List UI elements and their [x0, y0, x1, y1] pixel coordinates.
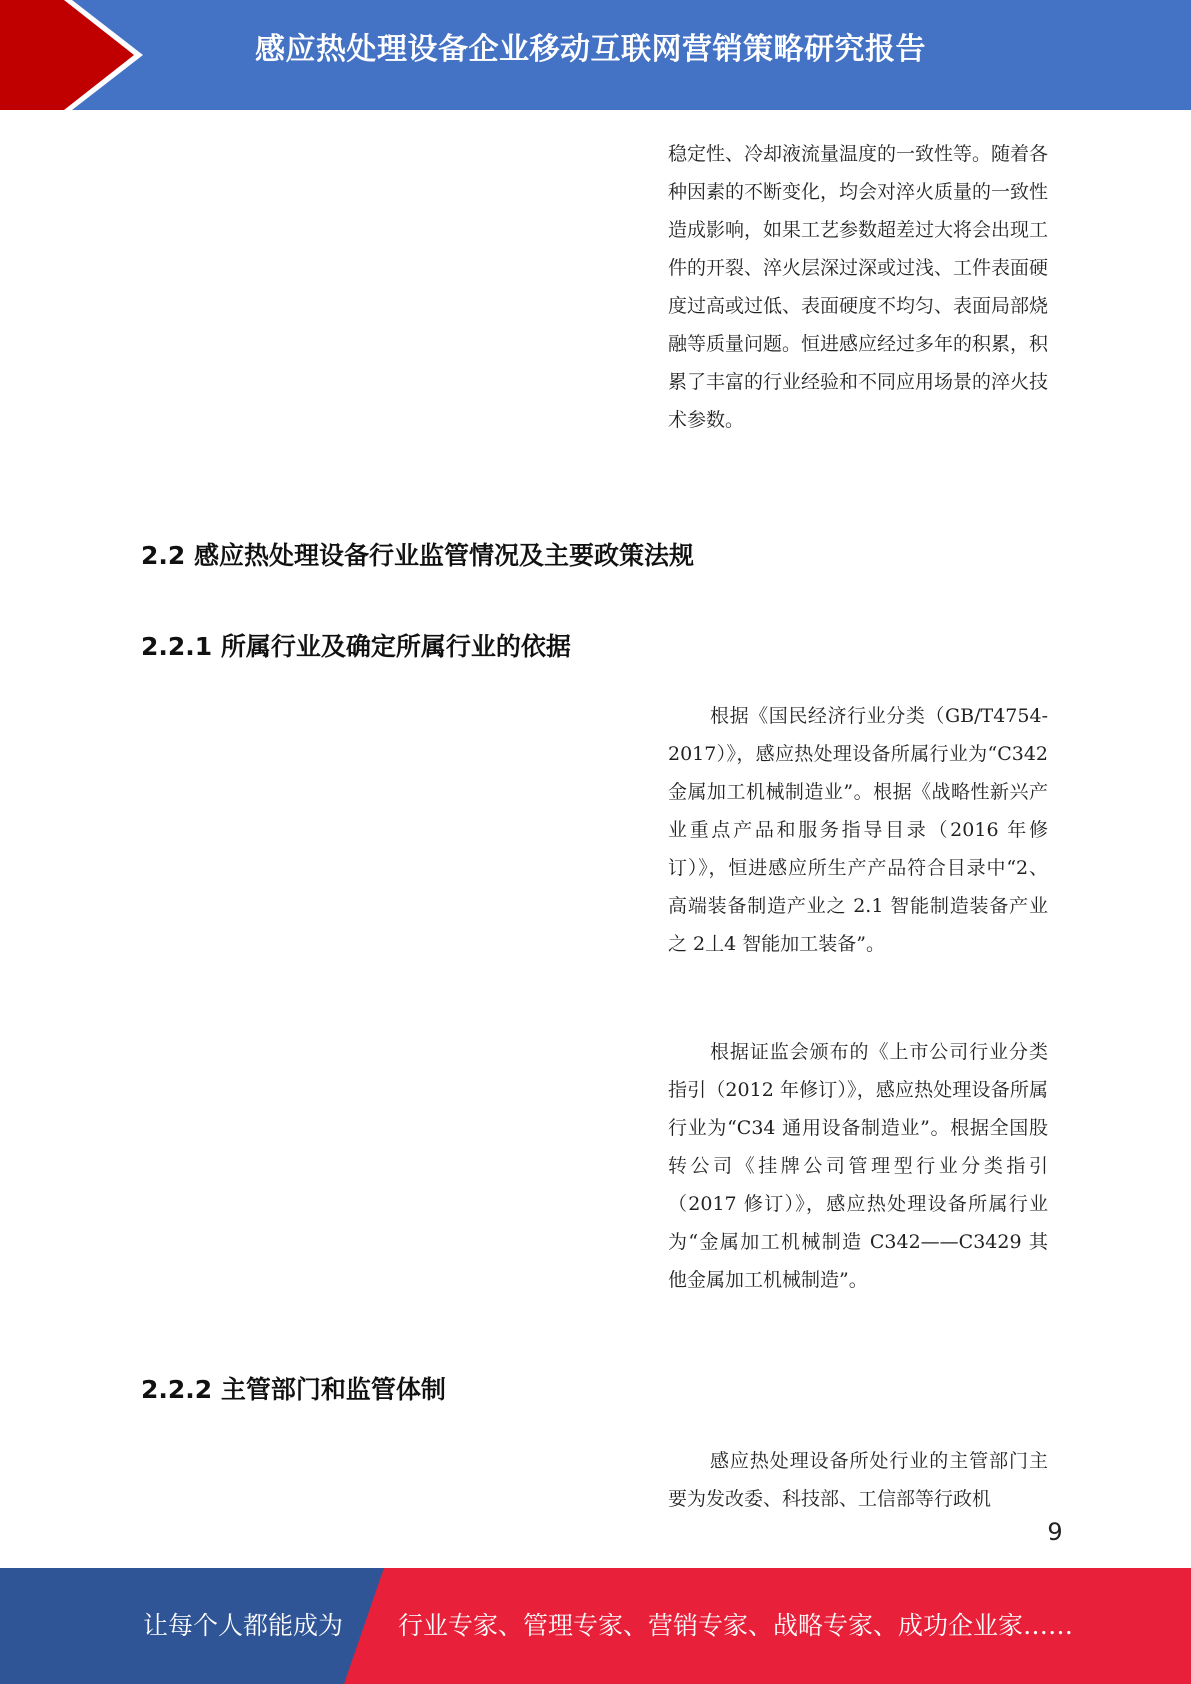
section-heading-2-2-1: 2.2.1 所属行业及确定所属行业的依据 — [141, 632, 571, 661]
section-heading-2-2-2: 2.2.2 主管部门和监管体制 — [141, 1375, 446, 1404]
document-title: 感应热处理设备企业移动互联网营销策略研究报告 — [255, 32, 926, 67]
body-paragraph-csrc-classification: 根据证监会颁布的《上市公司行业分类指引（2012 年修订）》，感应热处理设备所属行业为“C34 通用设备制造业”。根据全国股转公司《挂牌公司管理型行业分类指引（2017 修订）》，感应热处理设备所属行业为“金属加工机械制造 C342——C3429 其他金属加工机械制造”。 — [668, 1041, 1048, 1291]
footer-slogan-left: 让每个人都能成为 — [143, 1611, 344, 1640]
body-paragraph-industry-classification: 根据《国民经济行业分类（GB/T4754-2017）》，感应热处理设备所属行业为“C342 金属加工机械制造业”。根据《战略性新兴产业重点产品和服务指导目录（2016 年修订）》，恒进感应所生产产品符合目录中“2、高端装备制造产业之 2.1 智能制造装备产业之 2丄4 智能加工装备”。 — [668, 705, 1048, 955]
section-heading-2-2: 2.2 感应热处理设备行业监管情况及主要政策法规 — [141, 541, 694, 570]
page-header — [0, 0, 1191, 110]
page-number: 9 — [1047, 1518, 1063, 1546]
body-paragraph-quality: 稳定性、冷却液流量温度的一致性等。随着各种因素的不断变化，均会对淬火质量的一致性造成影响，如果工艺参数超差过大将会出现工件的开裂、淬火层深过深或过浅、工件表面硬度过高或过低、表面硬度不均匀、表面局部烧融等质量问题。恒进感应经过多年的积累，积累了丰富的行业经验和不同应用场景的淬火技术参数。 — [668, 143, 1049, 431]
body-paragraph-regulators: 感应热处理设备所处行业的主管部门主要为发改委、科技部、工信部等行政机 — [668, 1450, 1048, 1510]
footer-slogan-right: 行业专家、管理专家、营销专家、战略专家、成功企业家…… — [398, 1611, 1074, 1640]
page-footer — [0, 1568, 1191, 1684]
